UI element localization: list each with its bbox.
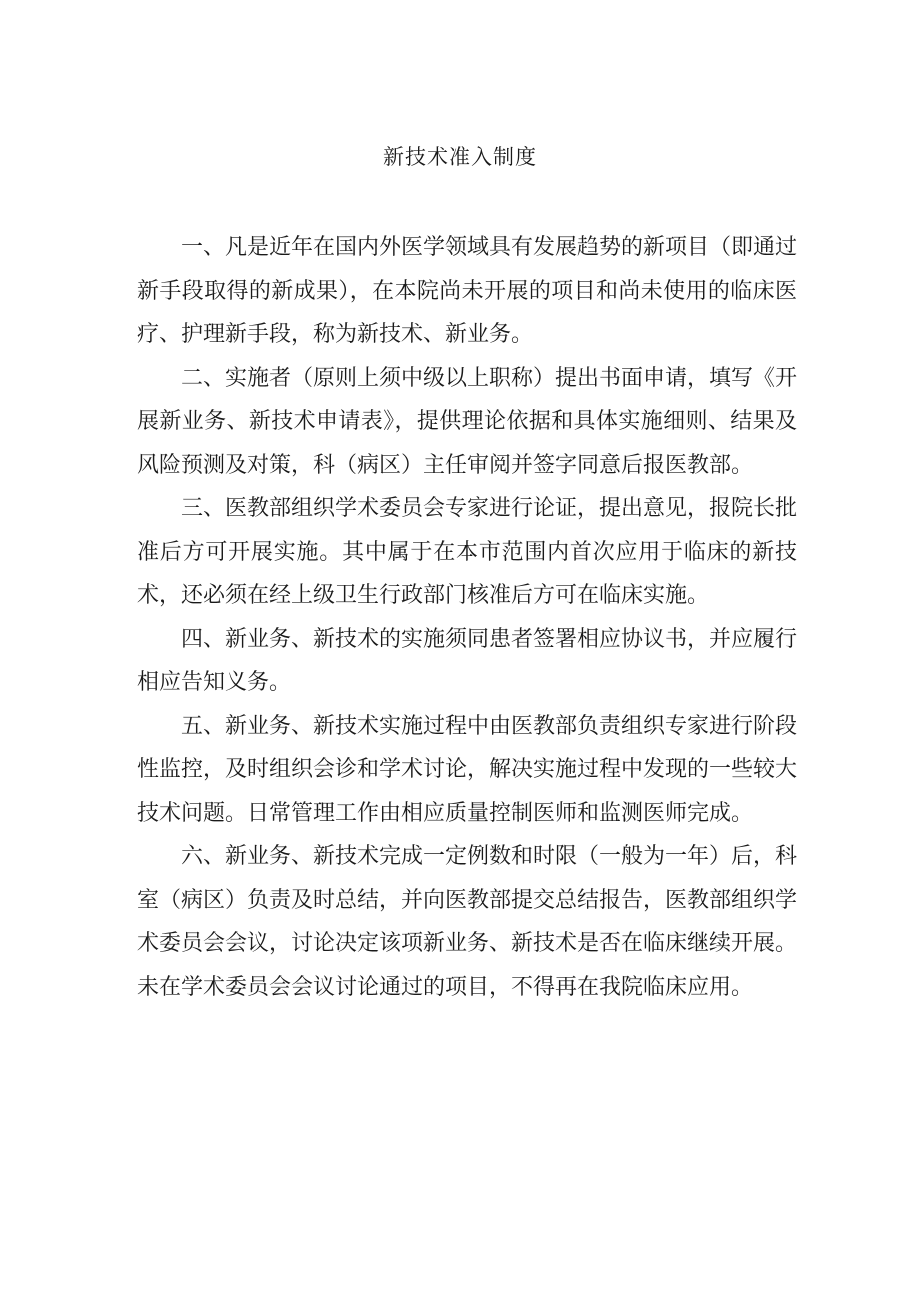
paragraph-3: 三、医教部组织学术委员会专家进行论证，提出意见，报院长批准后方可开展实施。其中属于在本市范围内首次应用于临床的新技术，还必须在经上级卫生行政部门核准后方可在临床实施。 <box>137 496 798 608</box>
paragraph-5: 五、新业务、新技术实施过程中由医教部负责组织专家进行阶段性监控，及时组织会诊和学术讨论，解决实施过程中发现的一些较大技术问题。日常管理工作由相应质量控制医师和监测医师完成。 <box>137 713 798 826</box>
document-title: 新技术准入制度 <box>383 145 537 169</box>
paragraph-4: 四、新业务、新技术的实施须同患者签署相应协议书，并应履行相应告知义务。 <box>137 626 798 695</box>
paragraph-1: 一、凡是近年在国内外医学领域具有发展趋势的新项目（即通过新手段取得的新成果），在本院尚未开展的项目和尚未使用的临床医疗、护理新手段，称为新技术、新业务。 <box>137 235 798 347</box>
document-body <box>137 226 797 1009</box>
paragraph-6: 六、新业务、新技术完成一定例数和时限（一般为一年）后，科室（病区）负责及时总结，并向医教部提交总结报告，医教部组织学术委员会会议，讨论决定该项新业务、新技术是否在临床继续开展。未在学术委员会会议讨论通过的项目，不得再在我院临床应用。 <box>137 844 798 1000</box>
paragraph-2: 二、实施者（原则上须中级以上职称）提出书面申请，填写《开展新业务、新技术申请表》，提供理论依据和具体实施细则、结果及风险预测及对策，科（病区）主任审阅并签字同意后报医教部。 <box>137 365 798 478</box>
